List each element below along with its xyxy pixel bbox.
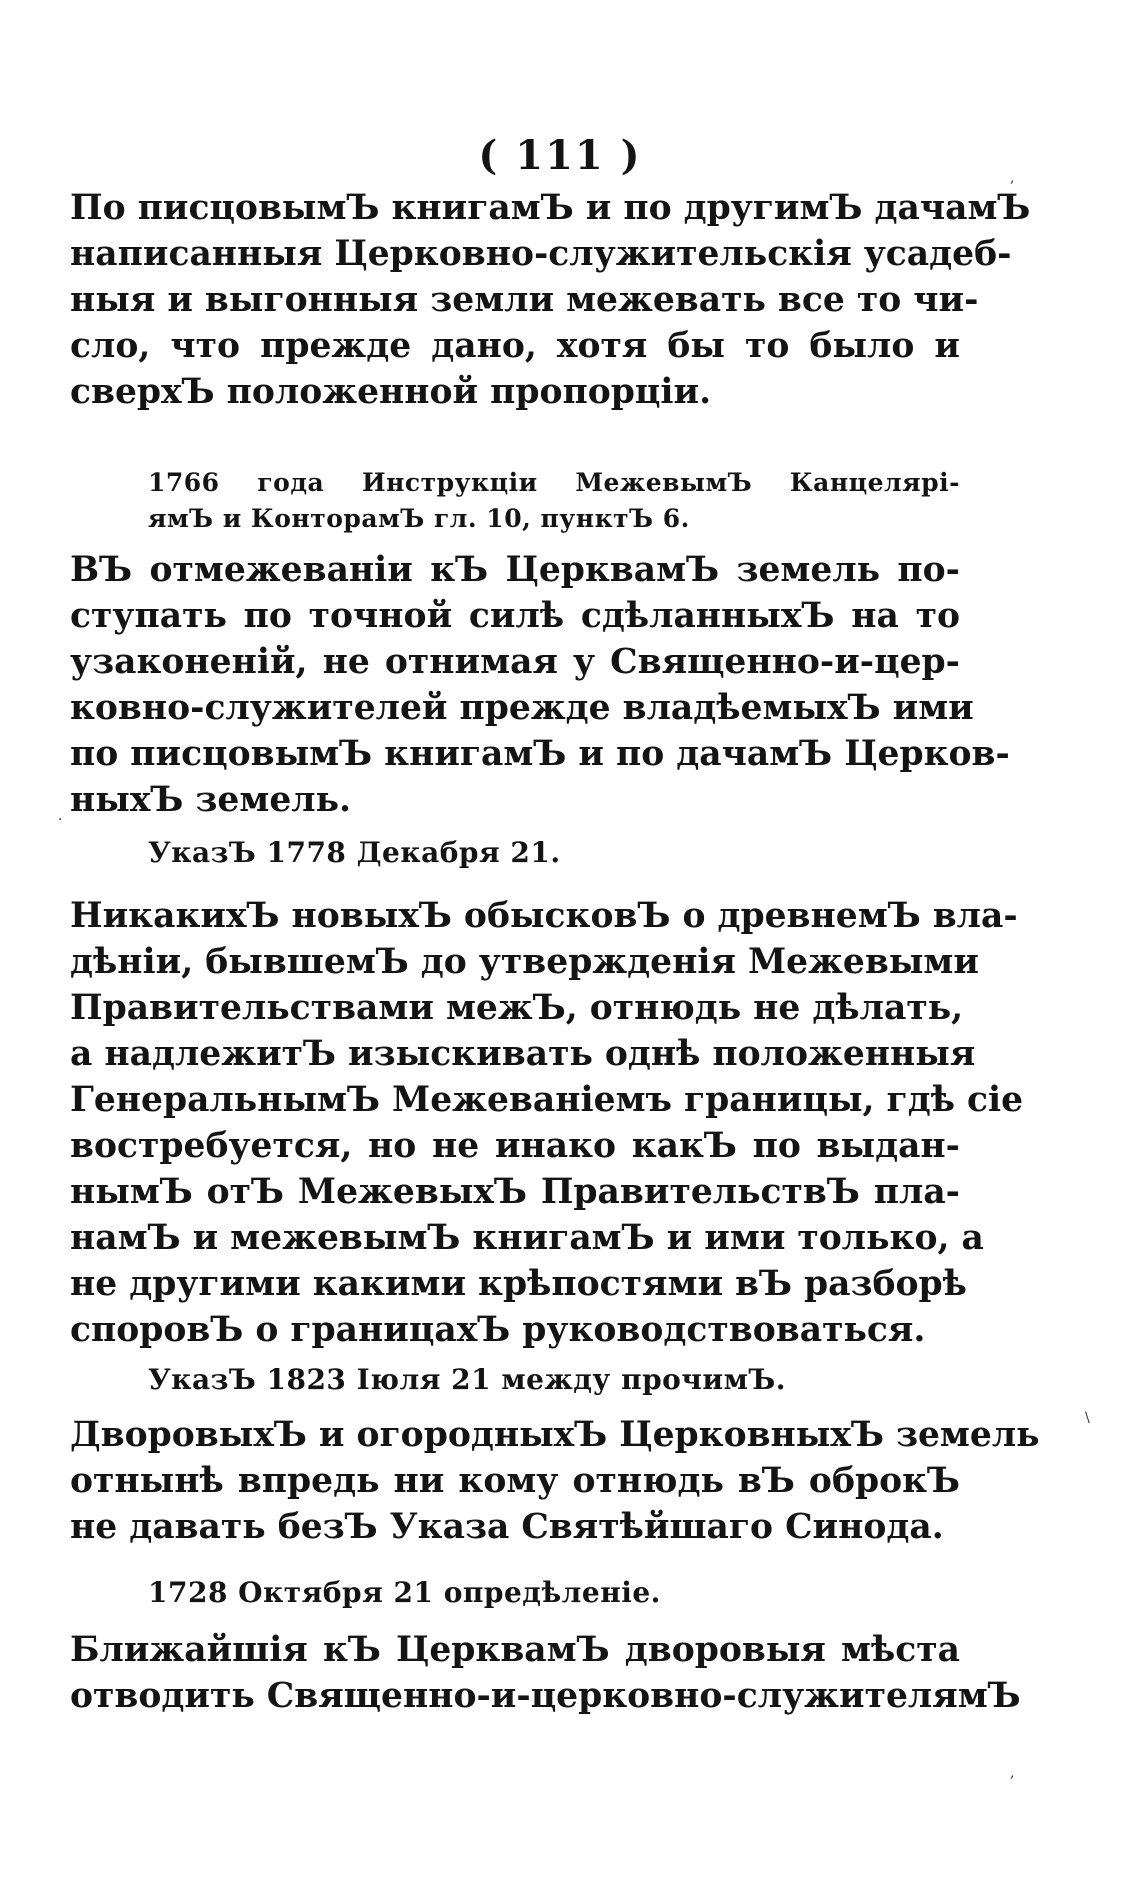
text-line: Правительствами межЪ, отнюдь не дѣлать, <box>70 988 964 1028</box>
text-line: ныхЪ земель. <box>70 780 352 820</box>
text-line: ДворовыхЪ и огородныхЪ ЦерковныхЪ земель <box>70 1415 1040 1455</box>
text-line: Ближайшія кЪ ЦерквамЪ дворовыя мѣста <box>70 1630 960 1670</box>
text-line: ковно-служителей прежде владѣемыхЪ ими <box>70 688 974 728</box>
text-line: ВЪ отмежеваніи кЪ ЦерквамЪ земель по- <box>70 550 960 590</box>
text-line: намЪ и межевымЪ книгамЪ и ими только, а <box>70 1218 984 1258</box>
print-speck: \ <box>1085 1410 1090 1426</box>
citation-3 <box>148 1362 960 1398</box>
text-line: По писцовымЪ книгамЪ и по другимЪ дачамЪ <box>70 188 1031 228</box>
print-speck: , <box>1010 170 1015 186</box>
text-line: не другими какими крѣпостями вЪ разборѣ <box>70 1264 967 1304</box>
text-line: ступать по точной силѣ сдѣланныхЪ на то <box>70 596 960 636</box>
text-line: по писцовымЪ книгамЪ и по дачамЪ Церков- <box>70 734 1010 774</box>
paragraph-2 <box>70 547 1010 823</box>
citation-line: УказЪ 1823 Іюля 21 между прочимЪ. <box>148 1363 786 1396</box>
text-line: ГенеральнымЪ Межеваніемъ границы, гдѣ сіе <box>70 1080 1024 1120</box>
citation-2 <box>148 835 960 871</box>
text-line: ныя и выгонныя земли межевать все то чи- <box>70 280 979 320</box>
text-line: а надлежитЪ изыскивать однѣ положенныя <box>70 1034 976 1074</box>
print-speck: , <box>1010 1765 1015 1781</box>
citation-line: 1766 года Инструкціи МежевымЪ Канцелярі- <box>148 468 960 497</box>
text-line: отнынѣ впредь ни кому отнюдь вЪ оброкЪ <box>70 1461 960 1501</box>
paragraph-5 <box>70 1627 1021 1719</box>
text-line: написанныя Церковно-служительскія усадеб- <box>70 234 1012 274</box>
citation-line: 1728 Октября 21 опредѣленіе. <box>148 1576 661 1609</box>
paragraph-4 <box>70 1412 1040 1550</box>
text-line: нымЪ отЪ МежевыхЪ ПравительствЪ пла- <box>70 1172 960 1212</box>
text-line: сверхЪ положенной пропорціи. <box>70 372 712 412</box>
text-line: отводить Священно-и-церковно-служителямЪ <box>70 1676 1021 1716</box>
text-line: сло, что прежде дано, хотя бы то было и <box>70 326 960 366</box>
page-number: ( 111 ) <box>478 132 642 179</box>
paragraph-1 <box>70 185 1031 415</box>
text-line: НикакихЪ новыхЪ обысковЪ о древнемЪ вла- <box>70 896 1018 936</box>
text-line: дѣніи, бывшемЪ до утвержденія Межевыми <box>70 942 979 982</box>
text-line: востребуется, но не инако какЪ по выдан- <box>70 1126 960 1166</box>
text-line: не давать безЪ Указа Святѣйшаго Синода. <box>70 1507 944 1547</box>
text-line: споровЪ о границахЪ руководствоваться. <box>70 1310 926 1350</box>
citation-line: ямЪ и КонторамЪ гл. 10, пунктЪ 6. <box>148 504 690 533</box>
print-speck: · <box>58 812 63 828</box>
citation-4 <box>148 1575 960 1611</box>
text-line: узаконеній, не отнимая у Священно-и-цер- <box>70 642 960 682</box>
citation-line: УказЪ 1778 Декабря 21. <box>148 836 561 869</box>
paragraph-3 <box>70 893 1024 1353</box>
citation-1 <box>148 465 960 537</box>
